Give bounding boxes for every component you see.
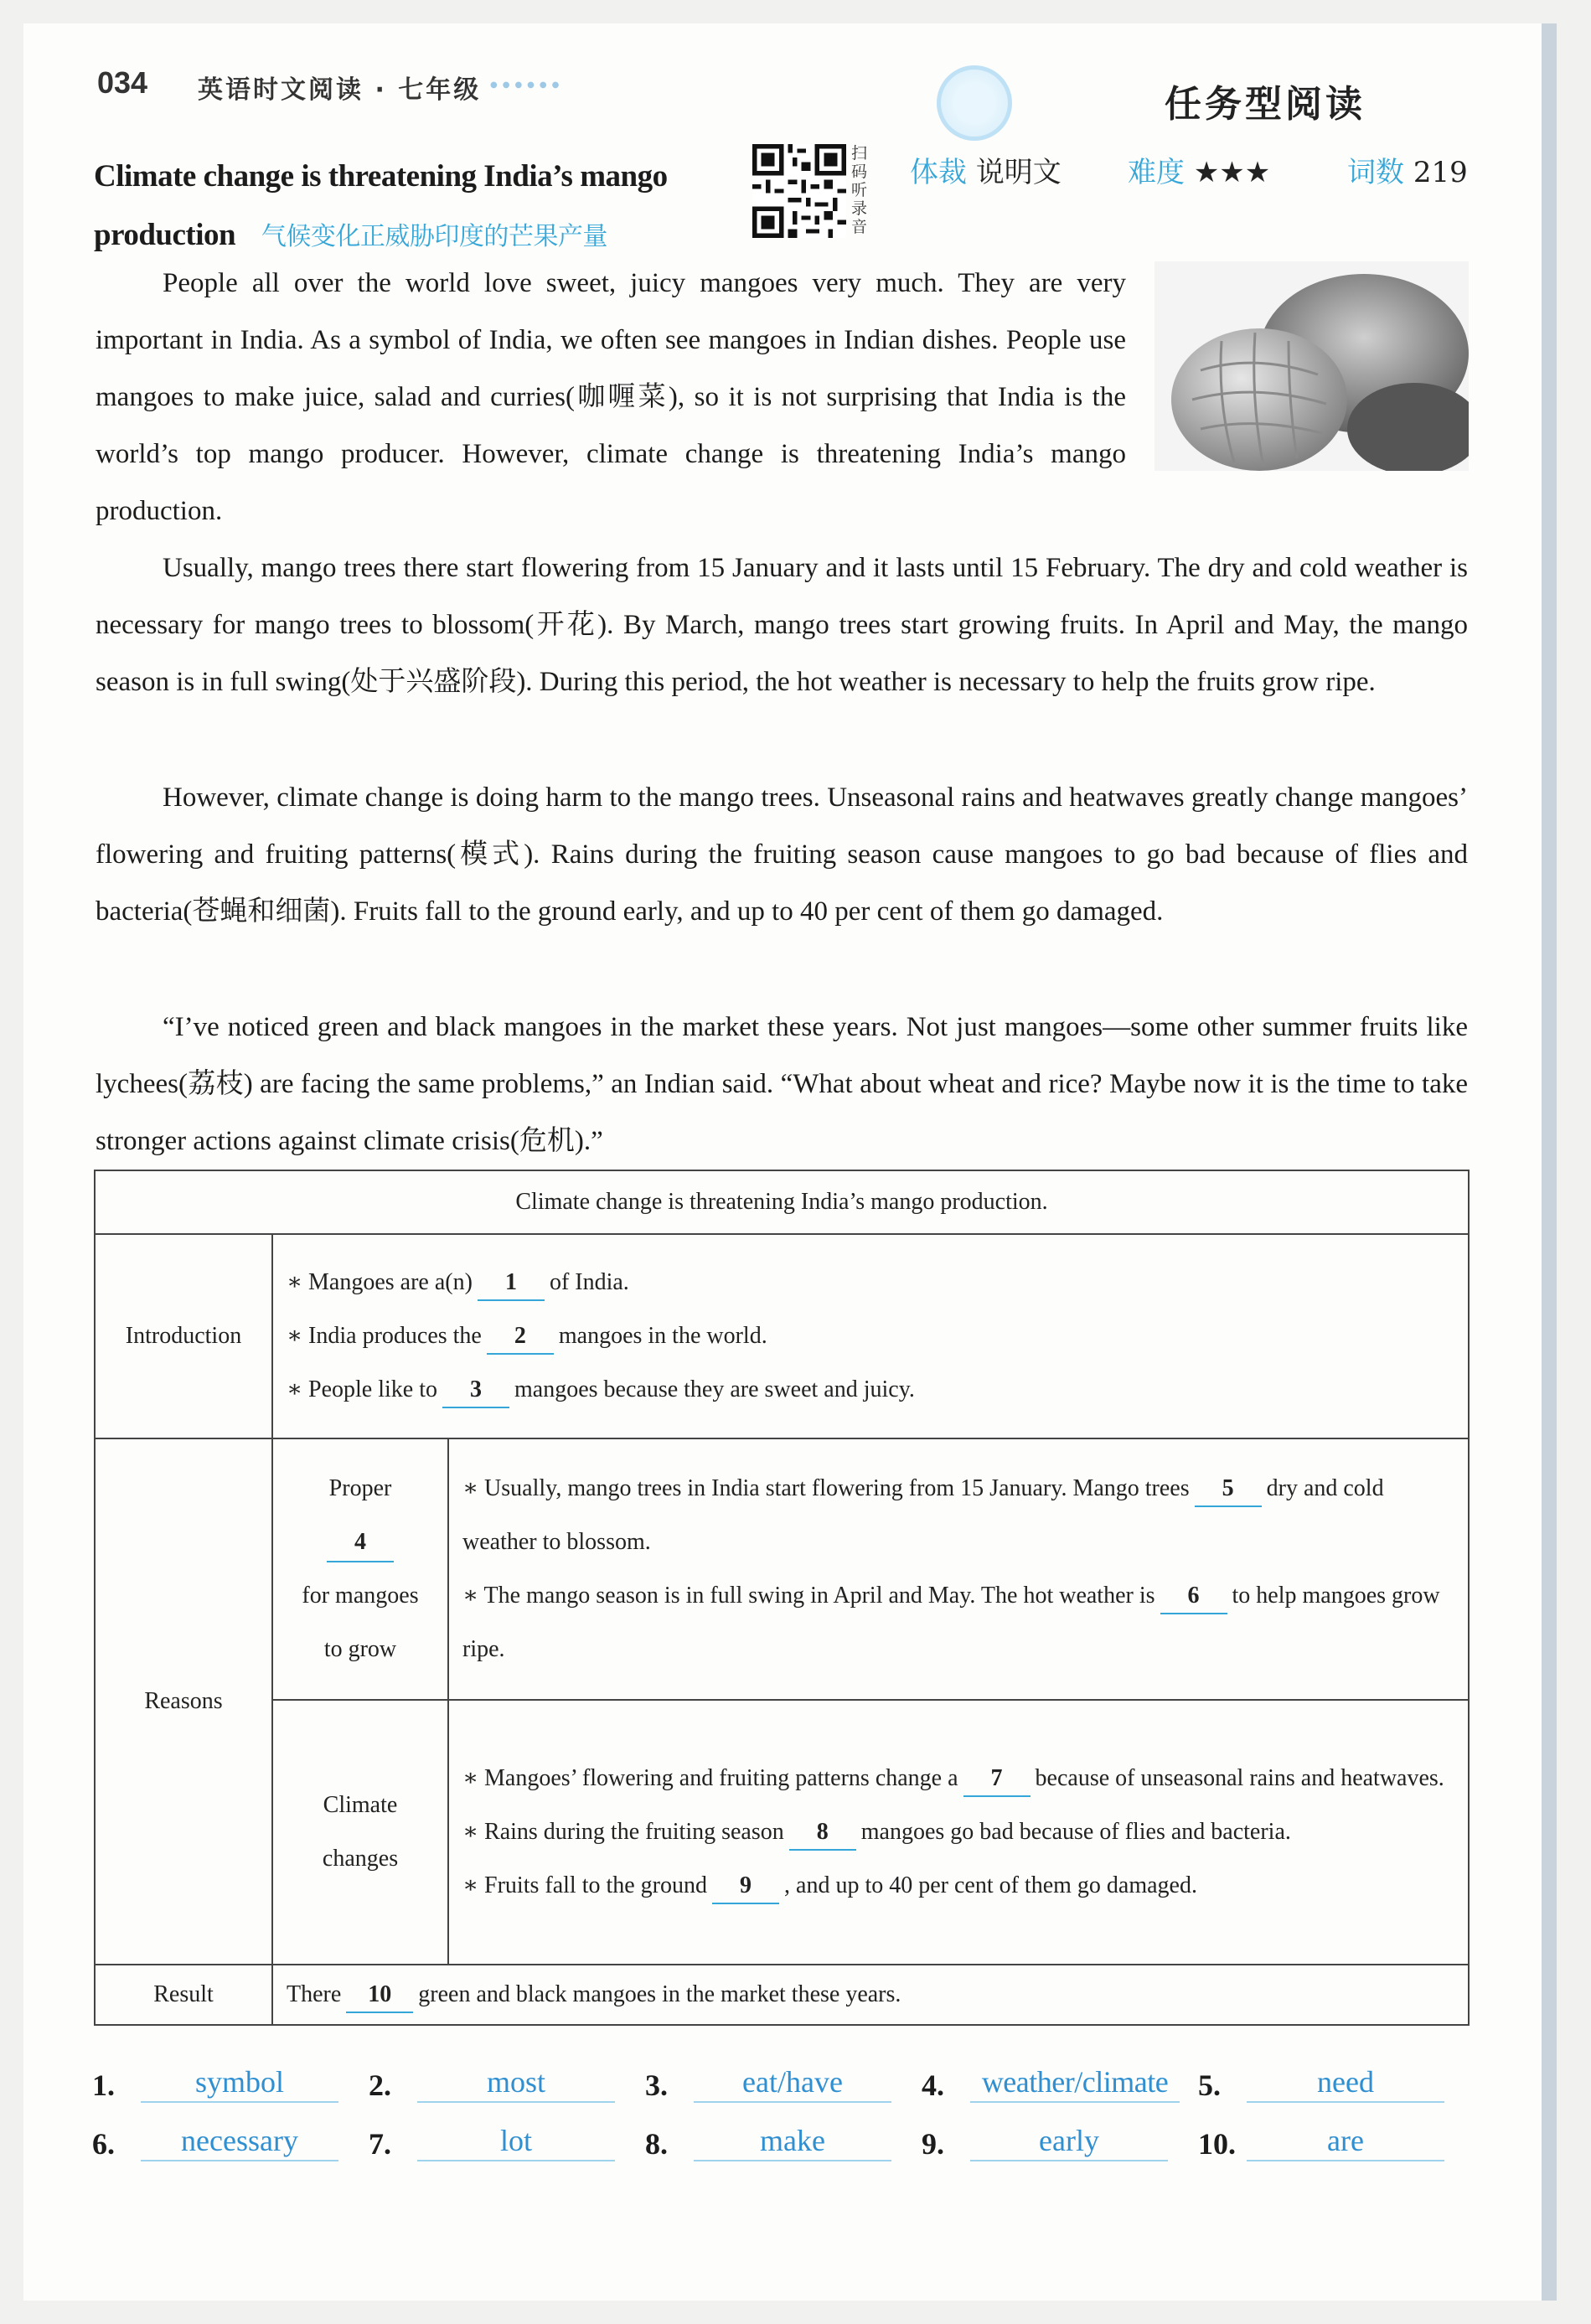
introduction-label: Introduction (95, 1234, 272, 1438)
answer-9: 9. early (922, 2123, 1198, 2161)
article-title (94, 147, 731, 266)
qr-code-icon[interactable] (752, 144, 846, 238)
proper-label: Proper 4 for mangoes to grow (272, 1438, 448, 1700)
page-edge (1542, 23, 1557, 2301)
decorative-dots: ●●●●●● (490, 80, 565, 90)
word-count (1347, 149, 1468, 190)
result-cell: There 10 green and black mangoes in the market these years. (272, 1965, 1469, 2025)
qr-label: 扫码听录音 (851, 144, 868, 236)
climate-changes-label: Climate changes (272, 1700, 448, 1965)
genre-value: 说明文 (975, 156, 1062, 189)
result-label: Result (95, 1965, 272, 2025)
page-number: 034 (97, 65, 148, 100)
blank-10[interactable]: 10 (346, 1978, 413, 2013)
intro-line-1: ∗ Mangoes are a(n) 1 of India. (287, 1256, 1459, 1309)
word-count-value: 219 (1413, 156, 1468, 189)
climate-line-1: ∗ Mangoes’ flowering and fruiting patterns change a 7 because of unseasonal rains and heatwaves. (462, 1752, 1459, 1805)
answer-row-2 (92, 2103, 1475, 2161)
blank-7[interactable]: 7 (963, 1762, 1031, 1797)
difficulty (1128, 149, 1270, 190)
answer-1: 1. symbol (92, 2064, 369, 2103)
blank-4[interactable]: 4 (327, 1524, 394, 1562)
difficulty-label: 难度 (1128, 156, 1185, 189)
paragraph-3: However, climate change is doing harm to the mango trees. Unseasonal rains and heatwaves greatly change mangoes’ flowering and fruiting patterns(模式). Rains during the fruiting season cause mangoes to go bad because of flies and bacteria(苍蝇和细菌). Fruits fall to the ground early, and up to 40 per cent of them go damaged. (96, 782, 1468, 927)
proper-cell (448, 1438, 1469, 1700)
blank-8[interactable]: 8 (789, 1815, 856, 1851)
section-title: 任务型阅读 (1165, 83, 1366, 126)
answer-row-1 (92, 2044, 1475, 2103)
introduction-cell (272, 1234, 1469, 1438)
genre-label: 体裁 (910, 156, 967, 189)
blank-9[interactable]: 9 (712, 1869, 779, 1904)
intro-line-3: ∗ People like to 3 mangoes because they are sweet and juicy. (287, 1363, 1459, 1417)
paragraph-4: “I’ve noticed green and black mangoes in the market these years. Not just mangoes—some other summer fruits like lychees(荔枝) are facing the same problems,” an Indian said. “What about wheat and rice? Maybe now it is the time to take stronger actions against climate crisis(危机).” (96, 1012, 1468, 1156)
blank-3[interactable]: 3 (442, 1373, 509, 1408)
table-heading: Climate change is threatening India’s mango production. (95, 1170, 1469, 1234)
answer-4: 4. weather/climate (922, 2064, 1198, 2103)
book-title: 英语时文阅读 · 七年级 (198, 75, 482, 105)
word-count-label: 词数 (1347, 156, 1404, 189)
answer-5: 5. need (1198, 2064, 1475, 2103)
blank-6[interactable]: 6 (1160, 1579, 1227, 1614)
paragraph-2: Usually, mango trees there start flowering from 15 January and it lasts until 15 February. The dry and cold weather is necessary for mango trees to blossom(开花). By March, mango trees start growing fruits. In April and May, the mango season is in full swing(处于兴盛阶段). During this period, the hot weather is necessary to help the fruits grow ripe. (96, 553, 1468, 697)
answer-10: 10. are (1198, 2123, 1475, 2161)
article-title-en: Climate change is threatening India’s mango production (94, 159, 668, 252)
answer-key (92, 2044, 1475, 2161)
article-title-cn: 气候变化正威胁印度的芒果产量 (261, 222, 607, 251)
climate-line-3: ∗ Fruits fall to the ground 9 , and up to 40 per cent of them go damaged. (462, 1859, 1459, 1913)
proper-line-2: ∗ The mango season is in full swing in April and May. The hot weather is 6 to help mangoes grow ripe. (462, 1569, 1459, 1676)
blank-1[interactable]: 1 (478, 1266, 545, 1301)
mango-photo (1155, 261, 1469, 471)
climate-line-2: ∗ Rains during the fruiting season 8 mangoes go bad because of flies and bacteria. (462, 1805, 1459, 1859)
blank-5[interactable]: 5 (1195, 1472, 1262, 1507)
paragraph-1: People all over the world love sweet, juicy mangoes very much. They are very important in India. As a symbol of India, we often see mangoes in Indian dishes. People use mangoes to make juice, salad and curries(咖喱菜), so it is not surprising that India is the world’s top mango producer. However, climate change is threatening India’s mango production. (96, 268, 1126, 526)
intro-line-2: ∗ India produces the 2 mangoes in the world. (287, 1309, 1459, 1363)
answer-2: 2. most (369, 2064, 645, 2103)
proper-line-1: ∗ Usually, mango trees in India start flowering from 15 January. Mango trees 5 dry and cold weather to blossom. (462, 1462, 1459, 1569)
difficulty-stars: ★★★ (1193, 156, 1271, 189)
climate-changes-cell (448, 1700, 1469, 1965)
genre (910, 149, 1062, 190)
answer-7: 7. lot (369, 2123, 645, 2161)
task-table (94, 1170, 1470, 2026)
answer-6: 6. necessary (92, 2123, 369, 2161)
blank-2[interactable]: 2 (487, 1320, 554, 1355)
decorative-circle-icon (937, 65, 1012, 141)
answer-8: 8. make (645, 2123, 922, 2161)
reasons-label: Reasons (95, 1438, 272, 1965)
answer-3: 3. eat/have (645, 2064, 922, 2103)
